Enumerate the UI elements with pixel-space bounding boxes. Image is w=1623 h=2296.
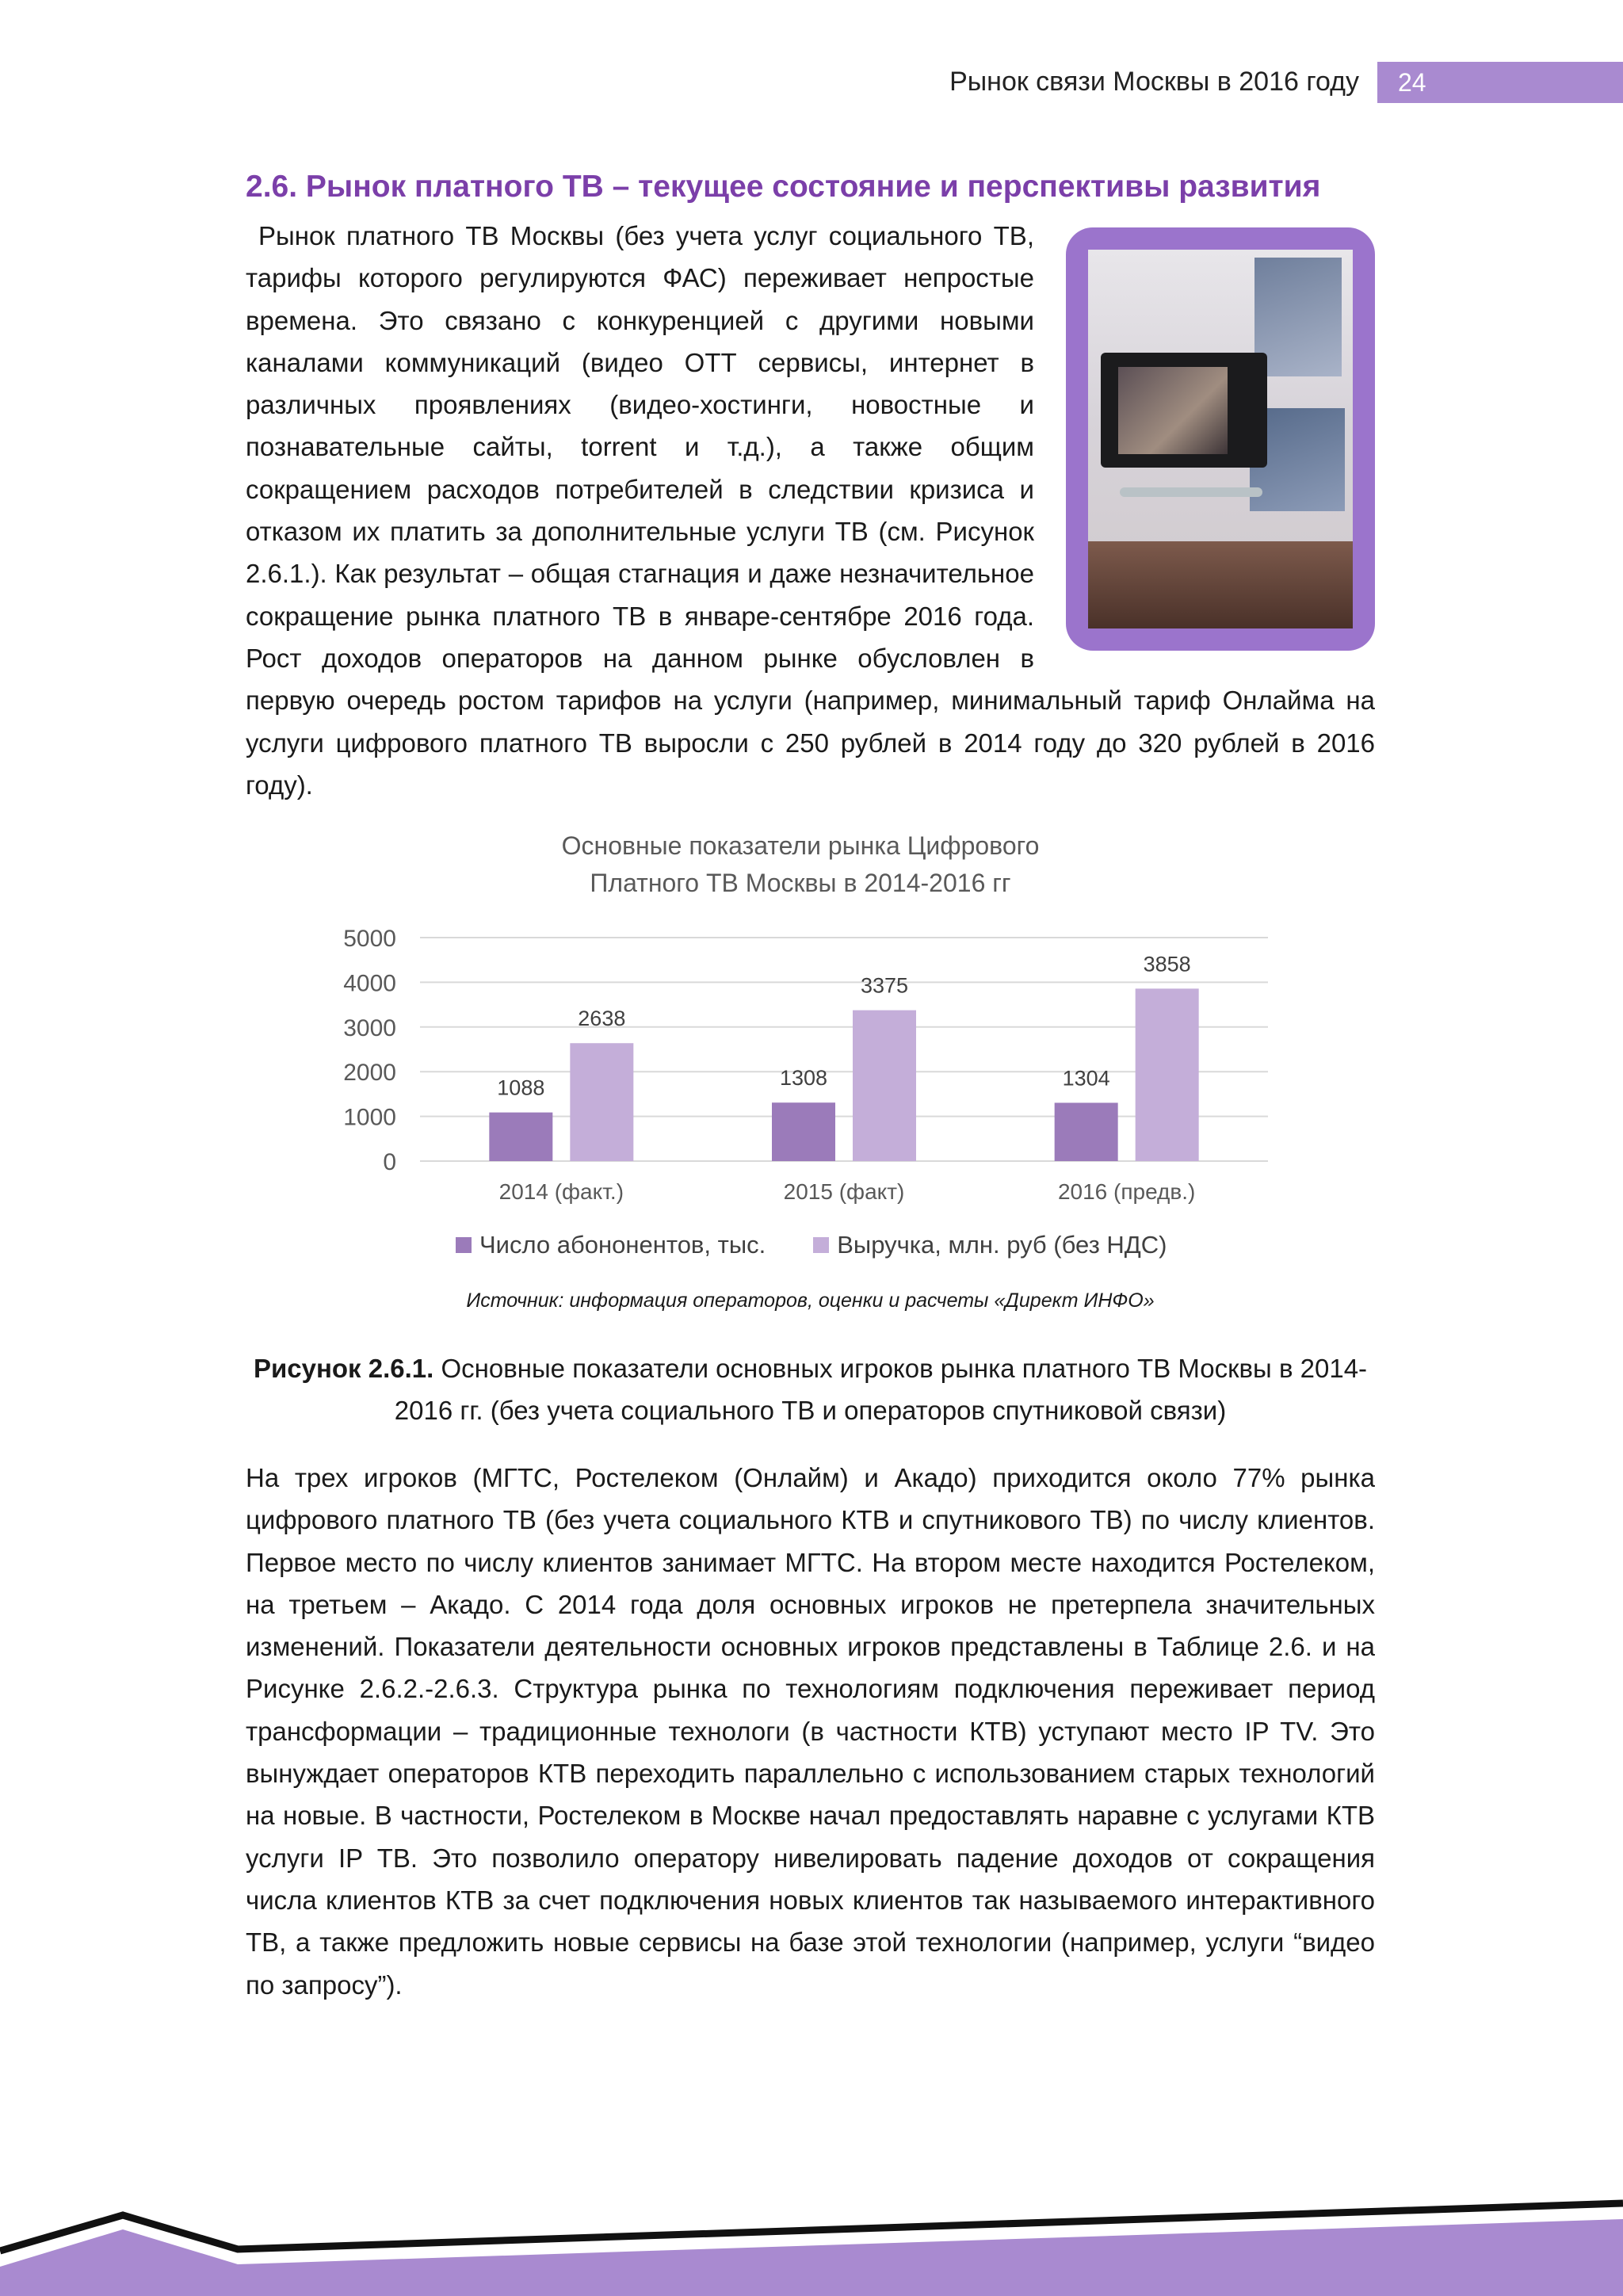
bar-subscribers [772,1102,835,1161]
bar-subscribers [489,1113,552,1161]
figure-caption-text: Основные показатели основных игроков рынка платного ТВ Москвы в 2014- 2016 гг. (без учета социального ТВ и операторов спутниковой связи) [394,1354,1368,1425]
bar-revenue [570,1043,633,1161]
data-label: 1304 [1062,1066,1110,1091]
chart-legend [456,1231,1167,1259]
legend-item-subscribers [456,1231,766,1259]
section-heading: 2.6. Рынок платного ТВ – текущее состояние и перспективы развития [246,170,1321,204]
legend-swatch-revenue [813,1237,829,1253]
x-category-label: 2014 (факт.) [498,1179,624,1204]
chart-title-line1: Основные показатели рынка Цифрового [561,831,1040,860]
y-tick-label: 0 [383,1149,396,1175]
y-tick-label: 3000 [343,1014,396,1041]
bar-subscribers [1055,1102,1118,1161]
x-category-label: 2016 (предв.) [1057,1179,1196,1204]
y-tick-label: 2000 [343,1060,396,1087]
data-label: 3375 [860,973,909,998]
page-number-badge: 24 [1377,62,1623,103]
data-label: 1088 [497,1075,545,1100]
running-header-title: Рынок связи Москвы в 2016 году [949,67,1359,97]
chart-title-line2: Платного ТВ Москвы в 2014-2016 гг [590,869,1011,897]
figure-caption [246,1347,1375,1431]
data-label: 2638 [578,1007,626,1031]
y-tick-label: 1000 [343,1104,396,1131]
figure-caption-label: Рисунок 2.6.1. [253,1354,434,1383]
market-players-paragraph: На трех игроков (МГТС, Ростелеком (Онлайм) и Акадо) приходится около 77% рынка цифрового платного ТВ (без учета социального КТВ и спутникового ТВ) по числу клиентов. Первое место по числу клиентов занимает МГТС. На втором месте находится Ростелеком, на третьем – Акадо. С 2014 года доля основных игроков не претерпела значительных изменений. Показатели деятельности основных игроков представлены в Таблице 2.6. и на Рисунке 2.6.2.-2.6.3. Структура рынка по технологиям подключения переживает период трансформации – традиционные технологи (в частности КТВ) уступают место IP TV. Это вынуждает операторов КТВ переходить параллельно с использованием старых технологий на новые. В частности, Ростелеком в Москве начал предоставлять наравне с услугами КТВ услуги IP ТВ. Это позволило оператору нивелировать падение доходов от сокращения числа клиентов КТВ за счет подключения новых клиентов так называемого интерактивного ТВ, а также предложить новые сервисы на базе этой технологии (например, услуги “видео по запросу”). [246,1463,1375,2000]
x-category-label: 2015 (факт) [783,1179,905,1204]
legend-label-revenue: Выручка, млн. руб (без НДС) [837,1231,1167,1259]
bar-revenue [853,1010,916,1161]
legend-swatch-subscribers [456,1237,472,1253]
data-label: 3858 [1143,952,1191,976]
intro-paragraph: Рынок платного ТВ Москвы (без учета услуг социального ТВ, тарифы которого регулируются ФАС) переживает непростые времена. Это связано с конкуренцией с другими новыми каналами коммуникаций (видео ОТТ сервисы, интернет в различных проявлениях (видео-хостинги, новостные и познавательные сайты, torrent и т.д.), а также общим сокращением расходов потребителей в следствии кризиса и отказом их платить за дополнительные услуги ТВ (см. Рисунок 2.6.1.). Как результат – общая стагнация и даже незначительное сокращение рынка платного ТВ в январе-сентябре 2016 года. Рост доходов операторов на данном рынке обусловлен в первую очередь ростом тарифов на услуги (например, минимальный тариф Онлайма на услуги цифрового платного ТВ выросли с 250 рублей в 2014 году до 320 рублей в 2016 году). [246,221,1375,800]
bar-revenue [1136,988,1199,1161]
data-label: 1308 [779,1066,828,1091]
y-tick-label: 5000 [343,926,396,952]
legend-label-subscribers: Число абононентов, тыс. [479,1231,766,1259]
chart-source-note: Источник: информация операторов, оценки и расчеты «Директ ИНФО» [466,1289,1155,1312]
footer-decoration [0,2172,1623,2296]
legend-item-revenue [813,1231,1167,1259]
y-tick-label: 4000 [343,970,396,997]
